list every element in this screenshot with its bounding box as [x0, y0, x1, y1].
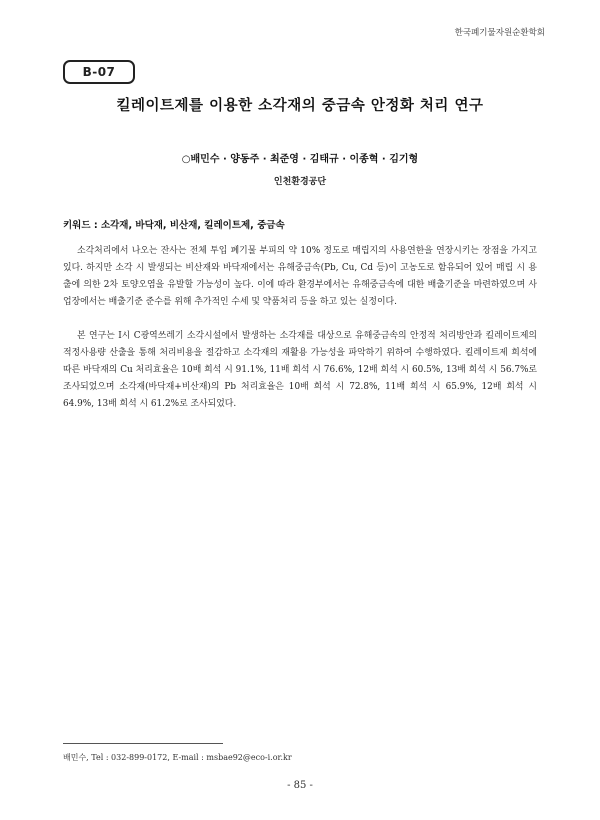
page-number: - 85 -: [287, 780, 313, 791]
abstract-paragraph-2: 본 연구는 I시 C광역쓰레기 소각시설에서 발생하는 소각재를 대상으로 유해중금속의 안정적 처리방안과 킬레이트제의 적정사용량 산출을 통해 처리비용을 절감하고 소각재의 재활용 가능성을 파악하기 위하여 수행하였다. 킬레이트제 희석에 따른 바닥재의 Cu 처리효율은 10배 희석 시 91.1%, 11배 희석 시 76.6%, 12배 희석 시 60.5%, 13배 희석 시 56.7%로 조사되었으며 소각재(바닥재+비산재)의 Pb 처리효율은 10배 희석 시 72.8%, 11배 희석 시 65.9%, 12배 희석 시 64.9%, 13배 희석 시 61.2%로 조사되었다.: [63, 331, 537, 409]
journal-header: 한국폐기물자원순환학회: [454, 28, 545, 38]
keywords: 키워드 : 소각재, 바닥재, 비산재, 킬레이트제, 중금속: [63, 220, 285, 231]
paper-title: 킬레이트제를 이용한 소각재의 중금속 안정화 처리 연구: [116, 98, 484, 114]
author-list: ○배민수 · 양동주 · 최준영 · 김태규 · 이종혁 · 김기형: [181, 154, 419, 165]
affiliation: 인천환경공단: [273, 177, 327, 187]
abstract-paragraph-1: 소각처리에서 나오는 잔사는 전체 투입 폐기물 부피의 약 10% 정도로 매립지의 사용연한을 연장시키는 장점을 가지고 있다. 하지만 소각 시 발생되는 비산재와 바닥재에서는 유해중금속(Pb, Cu, Cd 등)이 고농도로 함유되어 있어 매립 시 용출에 의한 2차 토양오염을 유발할 가능성이 높다. 이에 따라 환경부에서는 유해중금속에 대한 배출기준을 마련하였으며 사업장에서는 배출기준 준수를 위해 추가적인 수세 및 약품처리 등을 하고 있는 실정이다.: [63, 246, 537, 307]
footnote-contact: 배민수, Tel : 032-899-0172, E-mail : msbae92@eco-i.or.kr: [63, 753, 292, 762]
footnote-divider: [63, 743, 223, 744]
paper-code-badge: B-07: [63, 60, 135, 84]
